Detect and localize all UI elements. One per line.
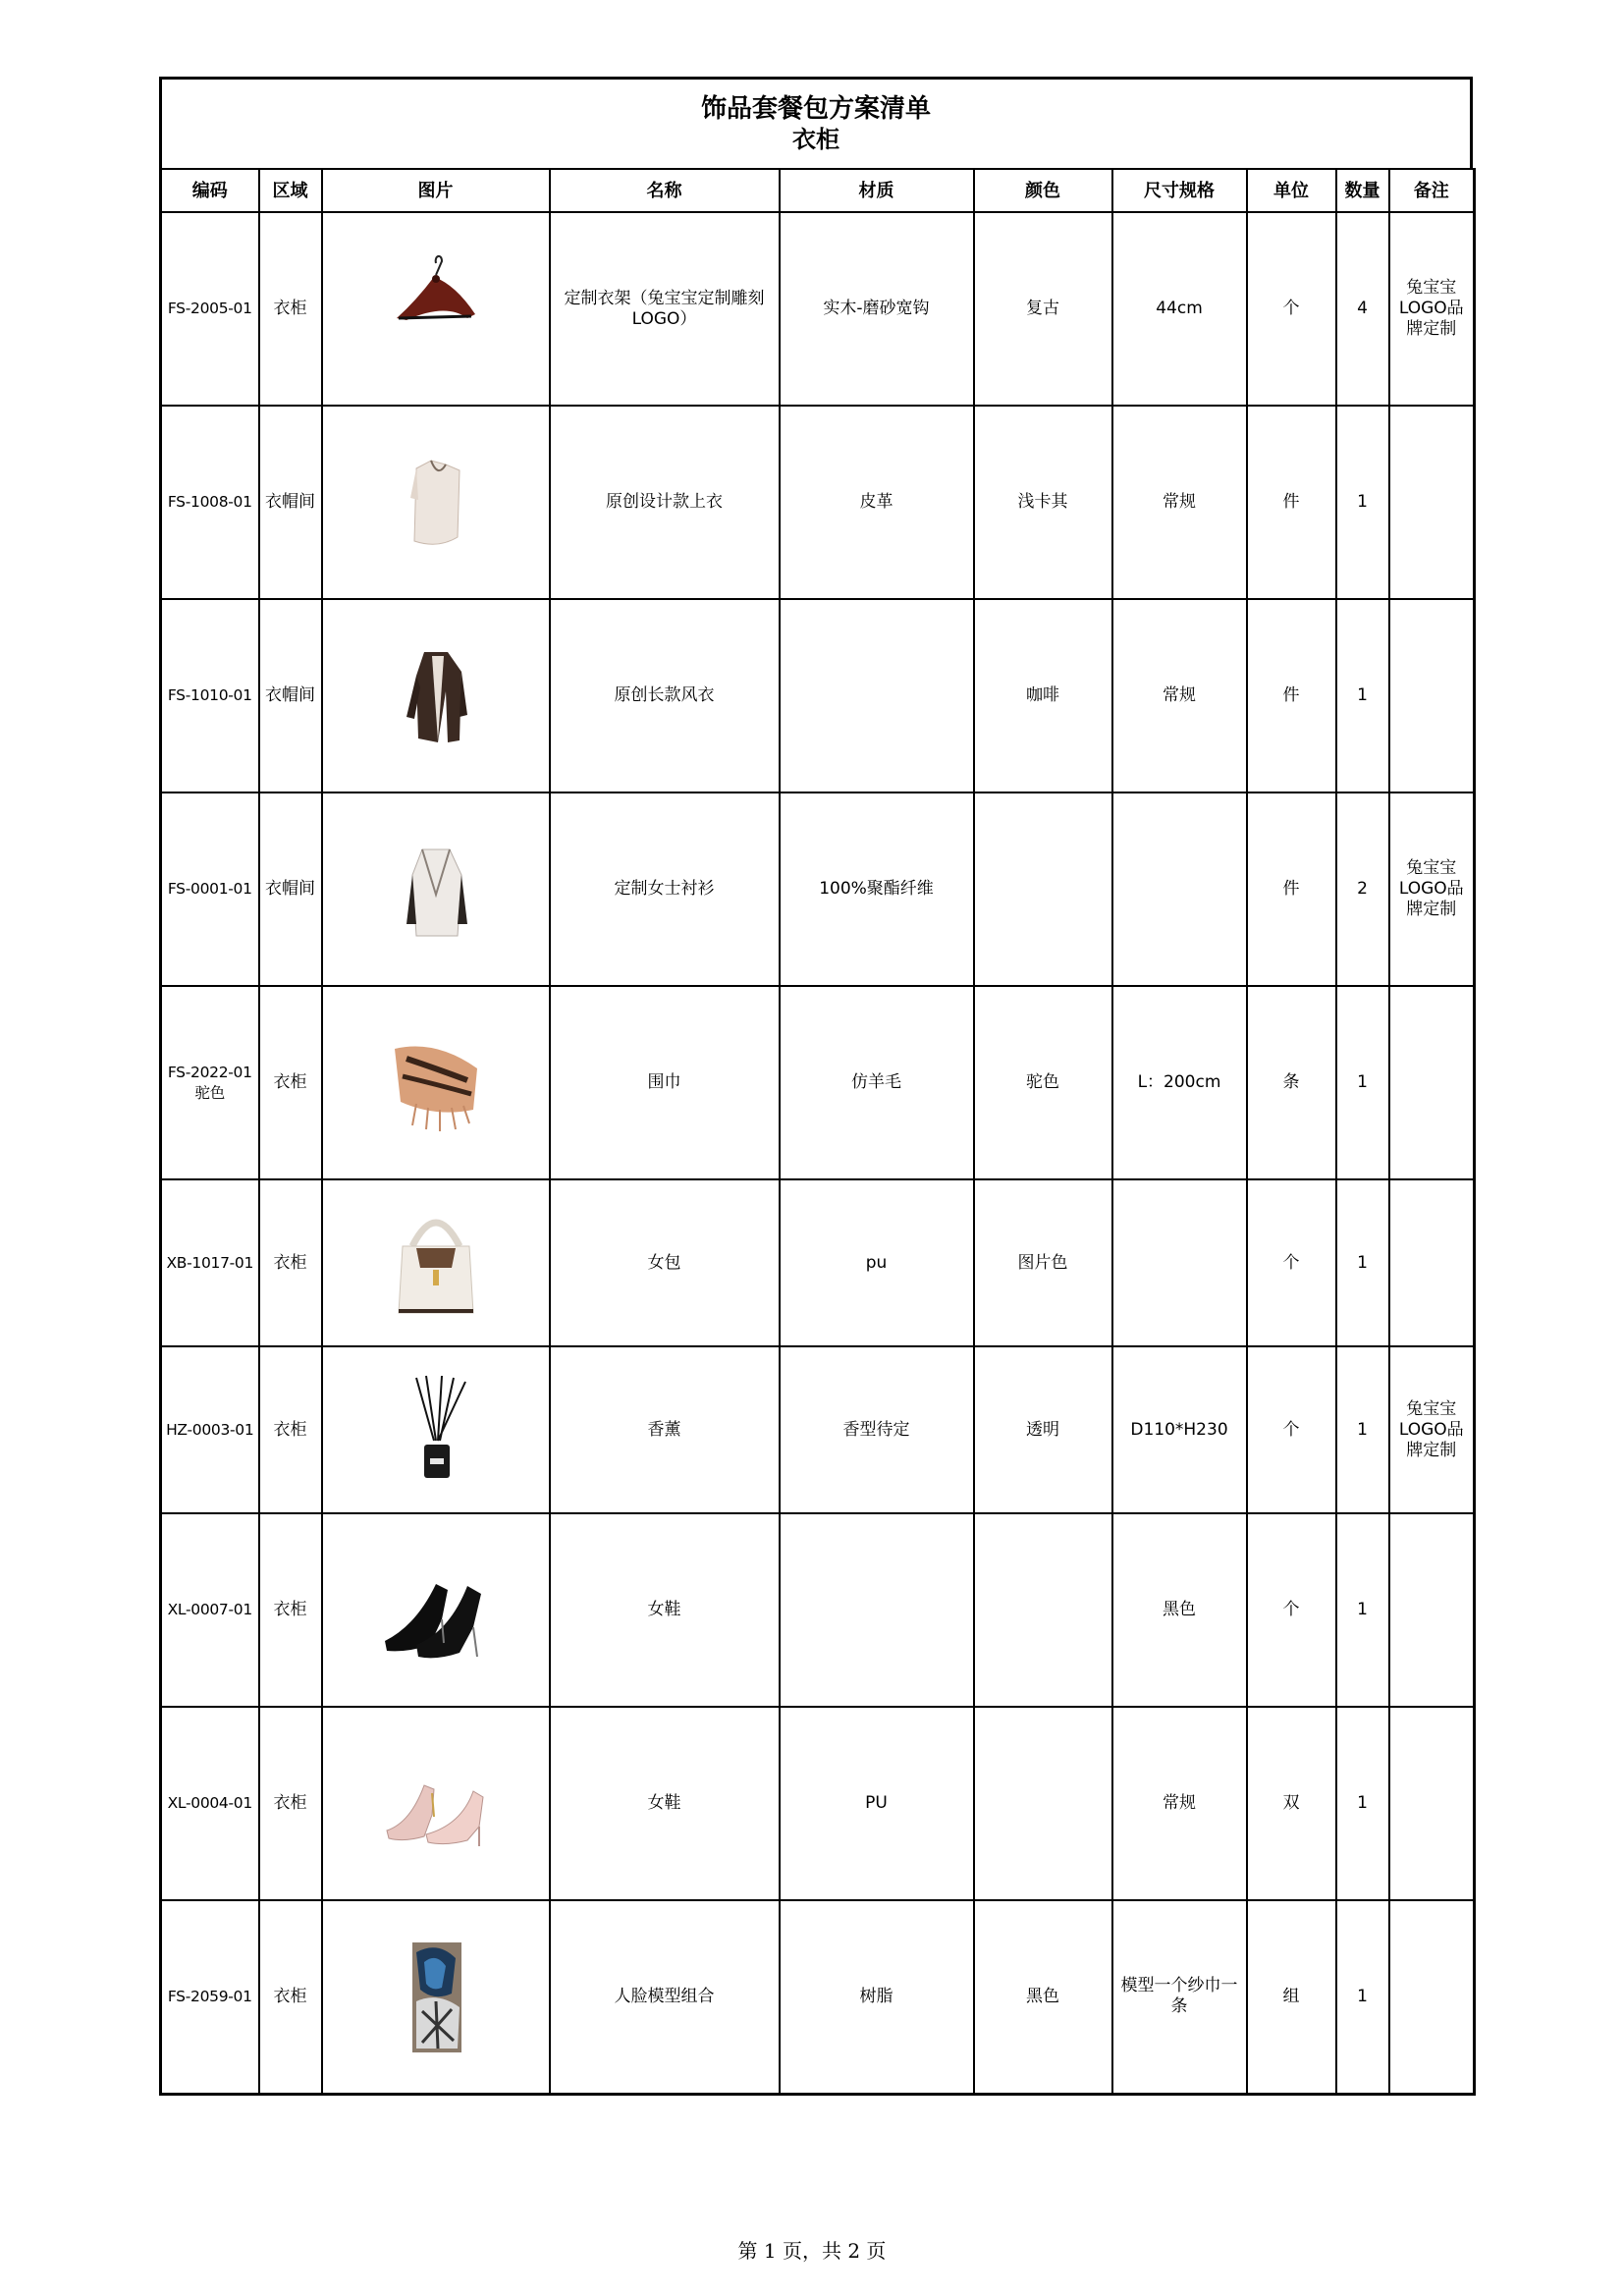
page-footer: 第 1 页，共 2 页 xyxy=(737,2239,887,2263)
cell-size: D110*H230 xyxy=(1112,1346,1247,1513)
scarf-image xyxy=(377,1019,495,1147)
table-row xyxy=(161,792,1475,986)
cell-color: 图片色 xyxy=(974,1179,1112,1346)
cell-unit: 个 xyxy=(1247,212,1336,406)
table-row xyxy=(161,1900,1475,2094)
cell-code: FS-2005-01 xyxy=(161,212,259,406)
cell-material: 实木-磨砂宽钩 xyxy=(780,212,974,406)
cell-area: 衣柜 xyxy=(259,1707,322,1900)
cell-qty: 1 xyxy=(1336,986,1389,1179)
cell-color: 咖啡 xyxy=(974,599,1112,792)
cell-code: FS-0001-01 xyxy=(161,792,259,986)
cell-material: 仿羊毛 xyxy=(780,986,974,1179)
cell-area: 衣帽间 xyxy=(259,406,322,599)
cell-area: 衣柜 xyxy=(259,1900,322,2094)
cell-image xyxy=(322,1513,550,1707)
cell-size: 常规 xyxy=(1112,1707,1247,1900)
long-coat-image xyxy=(377,632,495,760)
cell-unit: 条 xyxy=(1247,986,1336,1179)
col-header-area: 区域 xyxy=(259,169,322,212)
cell-color: 复古 xyxy=(974,212,1112,406)
cell-area: 衣帽间 xyxy=(259,599,322,792)
cell-area: 衣柜 xyxy=(259,212,322,406)
cell-unit: 个 xyxy=(1247,1179,1336,1346)
title-block xyxy=(159,77,1473,168)
col-header-material: 材质 xyxy=(780,169,974,212)
cell-qty: 2 xyxy=(1336,792,1389,986)
cell-size: L：200cm xyxy=(1112,986,1247,1179)
cell-name: 定制衣架（兔宝宝定制雕刻LOGO） xyxy=(550,212,780,406)
cell-area: 衣帽间 xyxy=(259,792,322,986)
cell-qty: 1 xyxy=(1336,1513,1389,1707)
cell-material xyxy=(780,599,974,792)
table-row xyxy=(161,406,1475,599)
cell-qty: 1 xyxy=(1336,1707,1389,1900)
cell-name: 香薰 xyxy=(550,1346,780,1513)
cell-note: 兔宝宝LOGO品牌定制 xyxy=(1389,212,1475,406)
cell-color xyxy=(974,1707,1112,1900)
cell-material: PU xyxy=(780,1707,974,1900)
diffuser-image xyxy=(377,1366,495,1494)
hanger-image xyxy=(377,246,495,373)
cell-qty: 1 xyxy=(1336,1346,1389,1513)
cell-code: FS-1008-01 xyxy=(161,406,259,599)
col-header-image: 图片 xyxy=(322,169,550,212)
white-top-image xyxy=(377,439,495,567)
cell-color: 黑色 xyxy=(974,1900,1112,2094)
cell-note xyxy=(1389,986,1475,1179)
cell-qty: 1 xyxy=(1336,406,1389,599)
cell-unit: 个 xyxy=(1247,1513,1336,1707)
cell-color: 驼色 xyxy=(974,986,1112,1179)
cell-material: 皮革 xyxy=(780,406,974,599)
cell-color: 浅卡其 xyxy=(974,406,1112,599)
cell-unit: 个 xyxy=(1247,1346,1336,1513)
cell-name: 围巾 xyxy=(550,986,780,1179)
table-row xyxy=(161,1179,1475,1346)
cell-qty: 1 xyxy=(1336,599,1389,792)
cell-image xyxy=(322,792,550,986)
table-header-row xyxy=(161,169,1475,212)
cell-image xyxy=(322,406,550,599)
table-row xyxy=(161,1346,1475,1513)
cell-name: 女包 xyxy=(550,1179,780,1346)
cell-unit: 组 xyxy=(1247,1900,1336,2094)
cell-area: 衣柜 xyxy=(259,986,322,1179)
cell-unit: 件 xyxy=(1247,599,1336,792)
cell-name: 女鞋 xyxy=(550,1707,780,1900)
cell-area: 衣柜 xyxy=(259,1513,322,1707)
cell-material: pu xyxy=(780,1179,974,1346)
col-header-size: 尺寸规格 xyxy=(1112,169,1247,212)
cell-image xyxy=(322,1707,550,1900)
handbag-image xyxy=(377,1199,495,1327)
cell-code: FS-1010-01 xyxy=(161,599,259,792)
page-subtitle: 衣柜 xyxy=(792,126,839,153)
cell-image xyxy=(322,212,550,406)
cell-material: 树脂 xyxy=(780,1900,974,2094)
col-header-color: 颜色 xyxy=(974,169,1112,212)
cell-area: 衣柜 xyxy=(259,1179,322,1346)
cell-code: XL-0004-01 xyxy=(161,1707,259,1900)
col-header-code: 编码 xyxy=(161,169,259,212)
cell-name: 原创长款风衣 xyxy=(550,599,780,792)
blouse-image xyxy=(377,826,495,954)
cell-size: 44cm xyxy=(1112,212,1247,406)
cell-material: 香型待定 xyxy=(780,1346,974,1513)
cell-color: 透明 xyxy=(974,1346,1112,1513)
cell-color xyxy=(974,1513,1112,1707)
cell-name: 女鞋 xyxy=(550,1513,780,1707)
cell-unit: 双 xyxy=(1247,1707,1336,1900)
page-title: 饰品套餐包方案清单 xyxy=(700,94,931,124)
cell-name: 定制女士衬衫 xyxy=(550,792,780,986)
cell-size: 模型一个纱巾一条 xyxy=(1112,1900,1247,2094)
cell-note xyxy=(1389,599,1475,792)
product-table xyxy=(159,168,1476,2096)
cell-unit: 件 xyxy=(1247,792,1336,986)
cell-image xyxy=(322,1346,550,1513)
cell-image xyxy=(322,599,550,792)
cell-code: FS-2022-01驼色 xyxy=(161,986,259,1179)
cell-image xyxy=(322,986,550,1179)
cell-note xyxy=(1389,1513,1475,1707)
cell-name: 原创设计款上衣 xyxy=(550,406,780,599)
cell-note xyxy=(1389,1179,1475,1346)
cell-size xyxy=(1112,1179,1247,1346)
table-row xyxy=(161,1513,1475,1707)
face-models-image xyxy=(377,1933,495,2060)
cell-size: 常规 xyxy=(1112,406,1247,599)
col-header-unit: 单位 xyxy=(1247,169,1336,212)
quote-sheet xyxy=(159,77,1473,2096)
col-header-name: 名称 xyxy=(550,169,780,212)
black-heels-image xyxy=(377,1547,495,1674)
cell-unit: 件 xyxy=(1247,406,1336,599)
cell-code: FS-2059-01 xyxy=(161,1900,259,2094)
cell-material xyxy=(780,1513,974,1707)
table-row xyxy=(161,599,1475,792)
cell-note: 兔宝宝LOGO品牌定制 xyxy=(1389,1346,1475,1513)
col-header-note: 备注 xyxy=(1389,169,1475,212)
table-row xyxy=(161,1707,1475,1900)
cell-image xyxy=(322,1900,550,2094)
cell-note xyxy=(1389,406,1475,599)
cell-color xyxy=(974,792,1112,986)
table-row xyxy=(161,212,1475,406)
cell-note xyxy=(1389,1900,1475,2094)
cell-code: XL-0007-01 xyxy=(161,1513,259,1707)
cell-name: 人脸模型组合 xyxy=(550,1900,780,2094)
cell-code: XB-1017-01 xyxy=(161,1179,259,1346)
pink-heels-image xyxy=(377,1740,495,1868)
cell-qty: 1 xyxy=(1336,1900,1389,2094)
cell-code: HZ-0003-01 xyxy=(161,1346,259,1513)
cell-size xyxy=(1112,792,1247,986)
cell-area: 衣柜 xyxy=(259,1346,322,1513)
cell-size: 黑色 xyxy=(1112,1513,1247,1707)
cell-size: 常规 xyxy=(1112,599,1247,792)
table-row xyxy=(161,986,1475,1179)
col-header-qty: 数量 xyxy=(1336,169,1389,212)
cell-note: 兔宝宝LOGO品牌定制 xyxy=(1389,792,1475,986)
cell-material: 100%聚酯纤维 xyxy=(780,792,974,986)
cell-image xyxy=(322,1179,550,1346)
cell-qty: 4 xyxy=(1336,212,1389,406)
cell-qty: 1 xyxy=(1336,1179,1389,1346)
cell-note xyxy=(1389,1707,1475,1900)
